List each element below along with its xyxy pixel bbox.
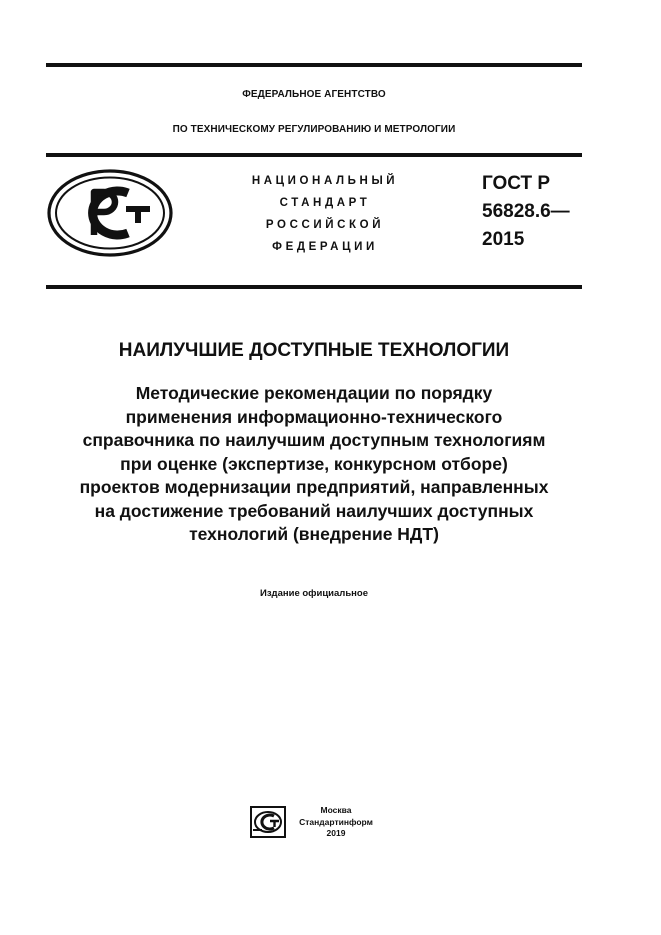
publisher-year: 2019 (326, 828, 346, 838)
top-rule (46, 63, 582, 67)
title-rule (46, 285, 582, 289)
designation-line-1: ГОСТ Р (482, 173, 551, 194)
subtitle-line: Методические рекомендации по порядку (135, 383, 493, 403)
subtitle-line: технологий (внедрение НДТ) (189, 524, 439, 544)
subtitle-line: проектов модернизации предприятий, направленных (79, 477, 549, 497)
national-standard-line-2: СТАНДАРТ (279, 197, 371, 209)
designation-line-3: 2015 (482, 229, 525, 250)
national-standard-heading (220, 170, 430, 258)
rst-certification-mark-icon (46, 168, 174, 258)
document-subtitle (40, 382, 588, 547)
publisher-city: Москва (320, 805, 352, 815)
agency-line-1: ФЕДЕРАЛЬНОЕ АГЕНТСТВО (242, 89, 386, 100)
header-rule (46, 153, 582, 157)
subtitle-line: справочника по наилучшим доступным технологиям (82, 430, 546, 450)
standartinform-logo-icon (250, 806, 286, 838)
publisher-name: Стандартинформ (299, 816, 373, 827)
subtitle-line: на достижение требований наилучших доступных (94, 500, 534, 521)
national-standard-line-1: НАЦИОНАЛЬНЫЙ (251, 175, 399, 187)
document-title: НАИЛУЧШИЕ ДОСТУПНЫЕ ТЕХНОЛОГИИ (118, 340, 510, 361)
subtitle-line: при оценке (экспертизе, конкурсном отборе) (120, 453, 508, 474)
edition-note: Издание официальное (260, 588, 368, 599)
national-standard-line-4: ФЕДЕРАЦИИ (272, 241, 378, 253)
designation-line-2: 56828.6— (482, 201, 570, 222)
agency-line-2: ПО ТЕХНИЧЕСКОМУ РЕГУЛИРОВАНИЮ И МЕТРОЛОГИИ (172, 124, 456, 135)
subtitle-line: применения информационно-технического (125, 406, 503, 427)
standard-designation (482, 170, 582, 254)
national-standard-line-3: РОССИЙСКОЙ (265, 219, 385, 231)
publisher-block (290, 805, 382, 840)
